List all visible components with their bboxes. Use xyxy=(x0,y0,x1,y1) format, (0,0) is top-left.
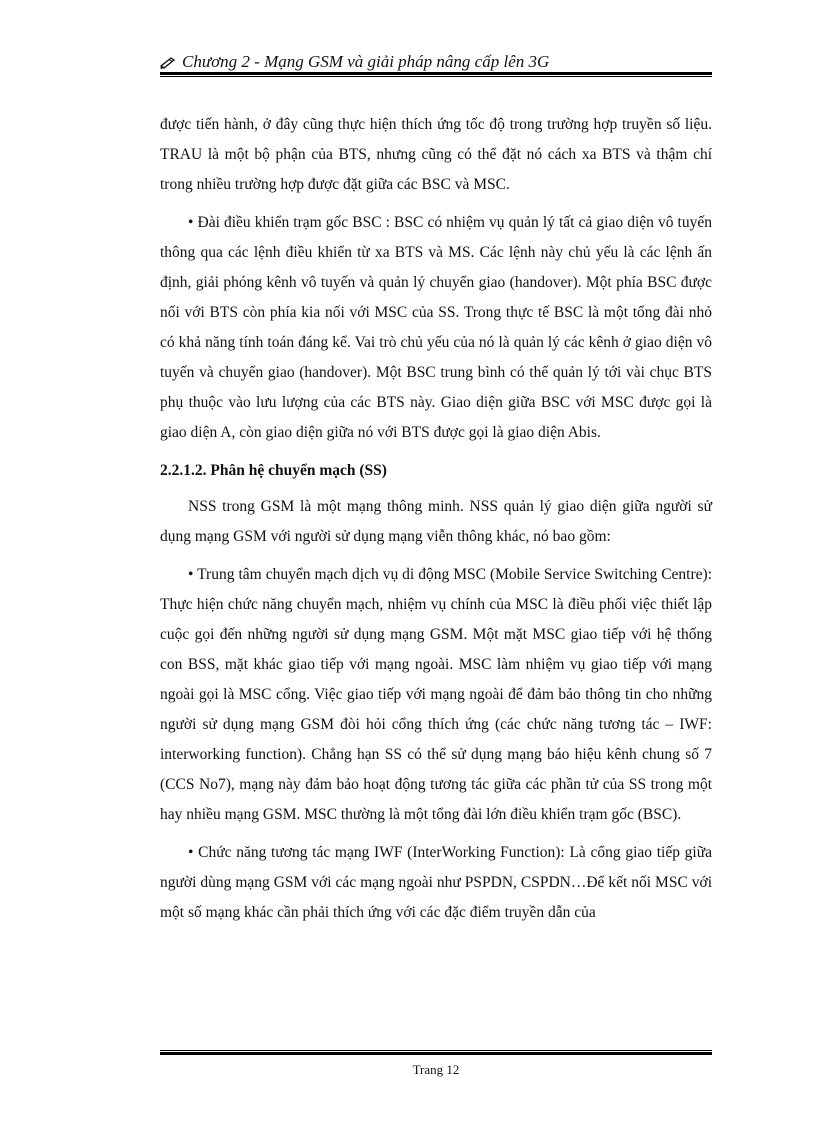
paragraph-msc: • Trung tâm chuyển mạch dịch vụ di động MSC (Mobile Service Switching Centre): Thực hiện chức năng chuyển mạch, nhiệm vụ chính của MSC là điều phối việc thiết lập cuộc gọi đến những người sử dụng mạng GSM. Một mặt MSC giao tiếp với hệ thống con BSS, mặt khác giao tiếp với mạng ngoài. MSC làm nhiệm vụ giao tiếp với mạng ngoài gọi là MSC cổng. Việc giao tiếp với mạng ngoài để đảm bảo thông tin cho những người sử dụng mạng GSM đòi hỏi cổng thích ứng (các chức năng tương tác – IWF: interworking function). Chẳng hạn SS có thể sử dụng mạng báo hiệu kênh chung số 7 (CCS No7), mạng này đảm bảo hoạt động tương tác giữa các phần tử của SS trong một hay nhiều mạng GSM. MSC thường là một tổng đài lớn điều khiển trạm gốc (BSC). xyxy=(160,566,712,823)
section-heading: 2.2.1.2. Phân hệ chuyển mạch (SS) xyxy=(160,462,387,479)
paragraph-trau: được tiến hành, ở đây cũng thực hiện thích ứng tốc độ trong trường hợp truyền số liệu. TRAU là một bộ phận của BTS, nhưng cũng có thể đặt nó cách xa BTS và thậm chí trong nhiều trường hợp được đặt giữa các BSC và MSC. xyxy=(160,116,712,193)
paragraph-iwf: • Chức năng tương tác mạng IWF (InterWorking Function): Là cổng giao tiếp giữa người dùng mạng GSM với các mạng ngoài như PSPDN, CSPDN…Để kết nối MSC với một số mạng khác cần phải thích ứng với các đặc điểm truyền dẫn của xyxy=(160,844,712,921)
page-header xyxy=(160,44,712,72)
header-title: Chương 2 - Mạng GSM và giải pháp nâng cấp lên 3G xyxy=(182,52,550,71)
header-rule-thin xyxy=(160,76,712,77)
page-body xyxy=(160,110,712,936)
paragraph-nss: NSS trong GSM là một mạng thông minh. NSS quản lý giao diện giữa người sử dụng mạng GSM với người sử dụng mạng viễn thông khác, nó bao gồm: xyxy=(160,498,712,545)
pencil-icon xyxy=(160,54,176,70)
header-rule xyxy=(160,72,712,75)
page-number: Trang 12 xyxy=(412,1062,460,1077)
paragraph-bsc: • Đài điều khiển trạm gốc BSC : BSC có nhiệm vụ quản lý tất cả giao diện vô tuyến thông qua các lệnh điều khiển từ xa BTS và MS. Các lệnh này chủ yếu là các lệnh ấn định, giải phóng kênh vô tuyến và quản lý chuyển giao (handover). Một phía BSC được nối với BTS còn phía kia nối với MSC của SS. Trong thực tế BSC là một tổng đài nhỏ có khả năng tính toán đáng kể. Vai trò chủ yếu của nó là quản lý các kênh ở giao diện vô tuyến và chuyển giao (handover). Một BSC trung bình có thể quản lý tới vài chục BTS phụ thuộc vào lưu lượng của các BTS này. Giao diện giữa BSC với MSC được gọi là giao diện A, còn giao diện giữa nó với BTS được gọi là giao diện Abis. xyxy=(160,214,712,441)
footer-rule-thin xyxy=(160,1050,712,1051)
footer-rule xyxy=(160,1052,712,1055)
